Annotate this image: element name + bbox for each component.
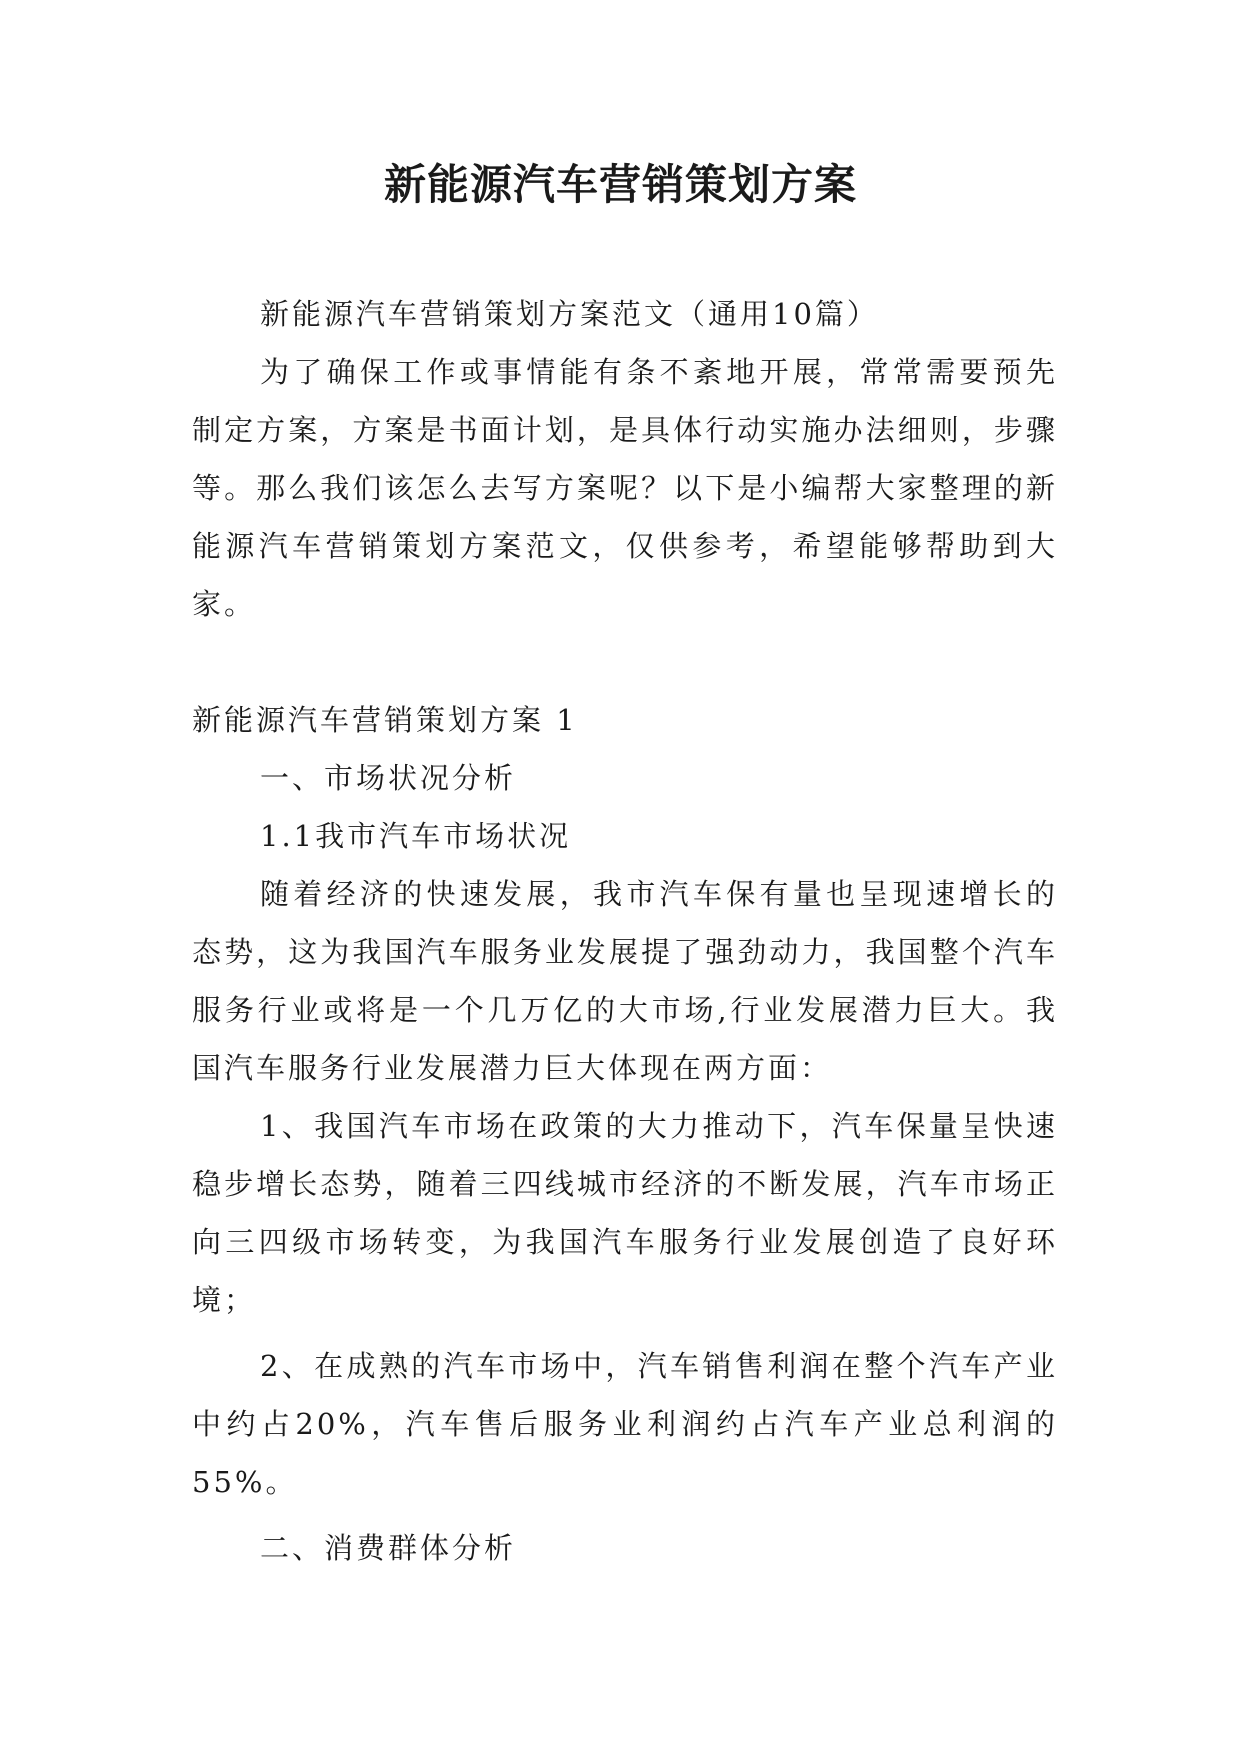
paragraph-economy-growth: 随着经济的快速发展，我市汽车保有量也呈现速增长的态势，这为我国汽车服务业发展提了强劲动力，我国整个汽车服务行业或将是一个几万亿的大市场,行业发展潜力巨大。我国汽车服务行业发展潜力巨大体现在两方面：	[192, 877, 1058, 1085]
document-subtitle: 新能源汽车营销策划方案范文（通用10篇）	[260, 297, 879, 331]
section-title: 新能源汽车营销策划方案 1	[192, 703, 578, 737]
document-body	[192, 285, 1058, 1577]
document-title: 新能源汽车营销策划方案	[383, 160, 857, 209]
heading-city-car-market: 1.1我市汽车市场状况	[260, 819, 572, 853]
heading-consumer-analysis: 二、消费群体分析	[260, 1531, 517, 1565]
paragraph-point-2: 2、在成熟的汽车市场中，汽车销售利润在整个汽车产业中约占20%，汽车售后服务业利润约占汽车产业总利润的55%。	[192, 1349, 1058, 1499]
intro-paragraph: 为了确保工作或事情能有条不紊地开展，常常需要预先制定方案，方案是书面计划，是具体行动实施办法细则，步骤等。那么我们该怎么去写方案呢？以下是小编帮大家整理的新能源汽车营销策划方案范文，仅供参考，希望能够帮助到大家。	[192, 355, 1058, 621]
heading-market-analysis: 一、市场状况分析	[260, 761, 517, 795]
paragraph-point-1: 1、我国汽车市场在政策的大力推动下，汽车保量呈快速稳步增长态势，随着三四线城市经济的不断发展，汽车市场正向三四级市场转变，为我国汽车服务行业发展创造了良好环境；	[192, 1109, 1058, 1317]
